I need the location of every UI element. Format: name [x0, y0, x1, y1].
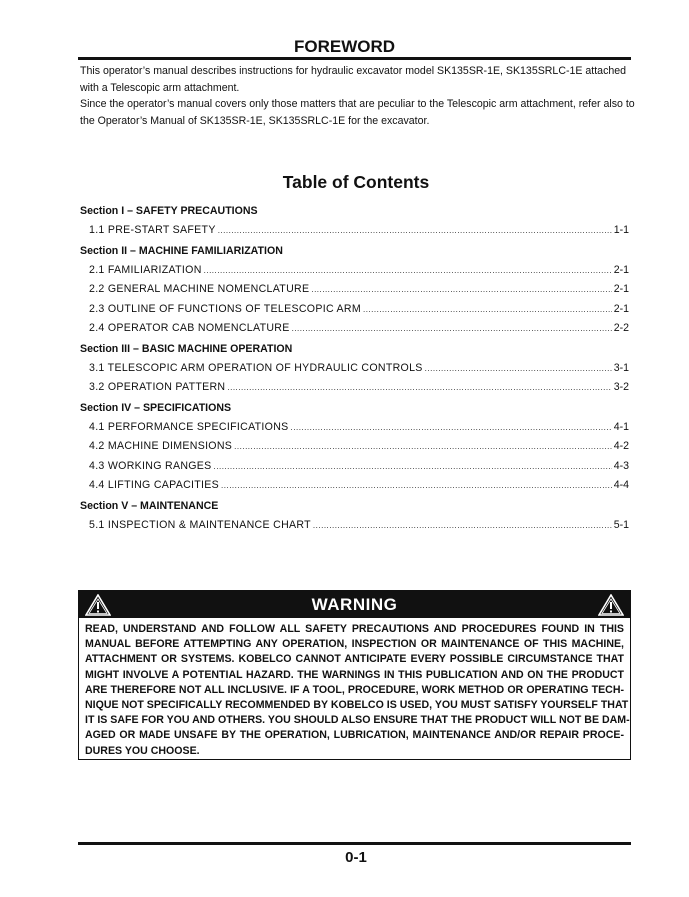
warning-triangle-icon	[85, 594, 111, 616]
dot-leader	[363, 300, 612, 320]
toc-entry[interactable]	[80, 319, 629, 339]
dot-leader	[425, 359, 612, 379]
toc-entry[interactable]	[80, 457, 629, 477]
warning-header	[79, 591, 630, 618]
warning-line: ARE THEREFORE NOT ALL INCLUSIVE. IF A TOOL, PROCEDURE, WORK METHOD OR OPERATING TECH-	[85, 683, 624, 696]
toc-entry-page: 4-4	[613, 479, 629, 491]
page-number: 0-1	[345, 849, 367, 866]
dot-leader	[214, 457, 612, 477]
toc-entry[interactable]	[80, 280, 629, 300]
title-rule	[78, 57, 631, 60]
toc-entry-label: 4.4 LIFTING CAPACITIES	[89, 479, 220, 491]
toc-entry[interactable]	[80, 516, 629, 536]
toc-entry-label: 3.2 OPERATION PATTERN	[89, 381, 226, 393]
table-of-contents	[80, 201, 629, 535]
toc-entry[interactable]	[80, 476, 629, 496]
toc-entry[interactable]	[80, 378, 629, 398]
toc-entry-page: 2-1	[613, 283, 629, 295]
toc-title: Table of Contents	[282, 172, 430, 192]
warning-line: READ, UNDERSTAND AND FOLLOW ALL SAFETY PRECAUTIONS AND PROCEDURES FOUND IN THIS	[85, 623, 624, 635]
toc-entry[interactable]	[80, 261, 629, 281]
toc-entry-page: 3-1	[613, 361, 629, 374]
dot-leader	[227, 378, 611, 398]
warning-line: NIQUE NOT SPECIFICALLY RECOMMENDED BY KOBELCO IS USED, YOU MUST SATISFY YOURSELF THAT	[85, 699, 629, 712]
toc-entry-page: 2-1	[613, 302, 629, 315]
toc-entry-label: 2.2 GENERAL MACHINE NOMENCLATURE	[89, 283, 310, 295]
warning-line: DURES YOU CHOOSE.	[85, 744, 200, 757]
toc-entry-page: 2-2	[613, 322, 629, 334]
warning-title: WARNING	[311, 594, 398, 614]
warning-line: AGED OR MADE UNSAFE BY THE OPERATION, LUBRICATION, MAINTENANCE AND/OR REPAIR PROCE-	[85, 729, 624, 742]
toc-section-heading: Section II – MACHINE FAMILIARIZATION	[80, 244, 283, 257]
toc-section-heading: Section V – MAINTENANCE	[80, 499, 219, 512]
warning-line: MIGHT INVOLVE A POTENTIAL HAZARD. THE WARNINGS IN THIS PUBLICATION AND ON THE PRODUCT	[85, 668, 624, 681]
toc-entry-label: 4.3 WORKING RANGES	[89, 459, 212, 472]
dot-leader	[311, 280, 611, 300]
toc-entry-label: 3.1 TELESCOPIC ARM OPERATION OF HYDRAULIC CONTROLS	[89, 361, 423, 374]
warning-triangle-icon	[598, 594, 624, 616]
toc-section-heading: Section III – BASIC MACHINE OPERATION	[80, 342, 293, 355]
toc-entry-label: 1.1 PRE-START SAFETY	[89, 224, 216, 236]
toc-entry-page: 4-1	[613, 420, 629, 433]
dot-leader	[313, 516, 612, 536]
toc-section-heading: Section IV – SPECIFICATIONS	[80, 401, 232, 414]
dot-leader	[204, 261, 612, 281]
toc-entry-label: 5.1 INSPECTION & MAINTENANCE CHART	[89, 518, 311, 531]
foreword-paragraph: This operator’s manual describes instructions for hydraulic excavator model SK135SR-1E, SK135SRLC-1E attached with a Telescopic arm attachment.	[80, 65, 627, 94]
warning-line: MANUAL BEFORE ATTEMPTING ANY OPERATION, INSPECTION OR MAINTENANCE OF THIS MACHINE,	[85, 638, 624, 651]
warning-line: ATTACHMENT OR SYSTEMS. KOBELCO CANNOT ANTICIPATE EVERY POSSIBLE CIRCUMSTANCE THAT	[85, 653, 624, 666]
foreword-body	[80, 63, 635, 129]
toc-entry-page: 4-3	[613, 459, 629, 472]
toc-entry-label: 2.1 FAMILIARIZATION	[89, 263, 202, 276]
foreword-paragraph: Since the operator’s manual covers only those matters that are peculiar to the Telescopic arm attachment, refer also to the Operator’s Manual of SK135SR-1E, SK135SRLC-1E for the excavator.	[80, 98, 635, 127]
toc-entry-label: 2.3 OUTLINE OF FUNCTIONS OF TELESCOPIC ARM	[89, 302, 361, 315]
toc-section-heading: Section I – SAFETY PRECAUTIONS	[80, 205, 258, 217]
toc-entry-label: 2.4 OPERATOR CAB NOMENCLATURE	[89, 322, 290, 334]
toc-entry-page: 3-2	[613, 381, 629, 393]
footer-rule	[78, 842, 631, 845]
toc-entry[interactable]	[80, 359, 629, 379]
toc-entry[interactable]	[80, 418, 629, 438]
toc-entry-label: 4.2 MACHINE DIMENSIONS	[89, 440, 233, 452]
foreword-title: FOREWORD	[293, 37, 396, 56]
warning-line: IT IS SAFE FOR YOU AND OTHERS. YOU SHOULD ALSO ENSURE THAT THE PRODUCT WILL NOT BE DAM-	[85, 714, 630, 727]
dot-leader	[291, 418, 612, 438]
toc-entry-page: 2-1	[613, 263, 629, 276]
dot-leader	[218, 221, 612, 241]
toc-entry-label: 4.1 PERFORMANCE SPECIFICATIONS	[89, 420, 289, 433]
warning-text	[79, 618, 630, 763]
toc-entry-page: 1-1	[613, 224, 629, 236]
toc-entry[interactable]	[80, 437, 629, 457]
toc-entry[interactable]	[80, 221, 629, 241]
warning-box	[78, 590, 631, 760]
toc-entry-page: 4-2	[613, 440, 629, 452]
dot-leader	[221, 476, 612, 496]
toc-entry[interactable]	[80, 300, 629, 320]
toc-entry-page: 5-1	[613, 518, 629, 531]
dot-leader	[234, 437, 612, 457]
dot-leader	[292, 319, 612, 339]
